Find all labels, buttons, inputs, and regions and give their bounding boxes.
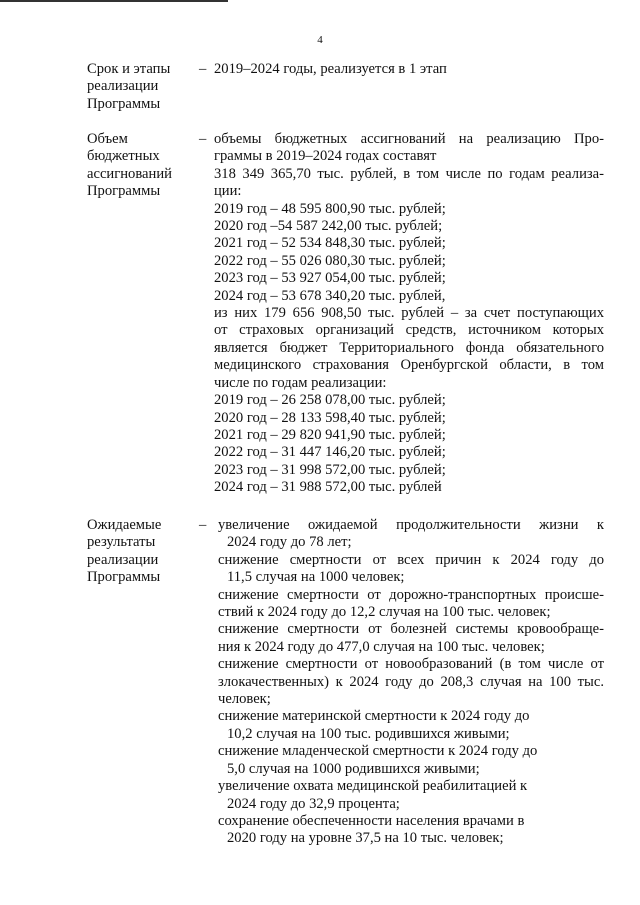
content-line: снижение смертности от болезней системы кровообраще- [218,621,604,638]
section-content [214,61,604,78]
content-line: 2024 году до 32,9 процента; [227,795,400,812]
content-line: 2019 год – 26 258 078,00 тыс. рублей; [214,392,446,409]
content-line: ния к 2024 году до 477,0 случая на 100 тыс. человек; [218,638,545,655]
content-line: 10,2 случая на 100 тыс. родившихся живыми; [227,725,510,742]
content-line: 2022 год – 55 026 080,30 тыс. рублей; [214,252,446,269]
content-line: 2024 год – 53 678 340,20 тыс. рублей, [214,287,446,304]
label-line: Программы [87,183,161,200]
page-number: 4 [317,34,323,46]
content-line: объемы бюджетных ассигнований на реализацию Про- [214,131,604,147]
content-line: 5,0 случая на 1000 родившихся живыми; [227,760,480,777]
scan-edge-line [0,0,228,2]
content-line: граммы в 2019–2024 годах составят [214,148,437,165]
content-line: злокачественных) к 2024 году до 208,3 случая на 100 тыс. [218,673,604,690]
content-line: 11,5 случая на 1000 человек; [227,569,405,586]
content-line: 2023 год – 53 927 054,00 тыс. рублей; [214,270,446,287]
label-line: результаты [87,534,156,551]
label-line: реализации [87,78,159,95]
label-line: Ожидаемые [87,517,162,533]
content-line: 2020 году на уровне 37,5 на 10 тыс. человек; [227,830,504,847]
section-label [87,131,195,201]
content-line: 2024 год – 31 988 572,00 тыс. рублей [214,479,442,496]
content-line: увеличение охвата медицинской реабилитацией к [218,778,528,795]
label-line: бюджетных [87,148,160,165]
content-line: ции: [214,183,242,200]
content-line: 2019 год – 48 595 800,90 тыс. рублей; [214,200,446,217]
content-line: снижение младенческой смертности к 2024 году до [218,743,538,760]
content-line: от страховых организаций средств, источником которых [214,322,604,339]
content-line: 318 349 365,70 тыс. рублей, в том числе по годам реализа- [214,165,604,182]
content-line: из них 179 656 908,50 тыс. рублей – за счет поступающих [214,305,604,322]
content-line: 2023 год – 31 998 572,00 тыс. рублей; [214,461,446,478]
content-line: сохранение обеспеченности населения врачами в [218,812,525,829]
content-line: 2021 год – 29 820 941,90 тыс. рублей; [214,426,446,443]
content-line: 2024 году до 78 лет; [227,534,352,551]
content-line: ствий к 2024 году до 12,2 случая на 100 тыс. человек; [218,604,551,621]
content-line: увеличение ожидаемой продолжительности жизни к [218,517,604,533]
label-line: Объем [87,131,128,147]
section-label [87,517,195,587]
dash-marker: – [199,61,207,77]
label-line: Срок и этапы [87,61,171,77]
label-line: Программы [87,95,161,112]
content-line: снижение материнской смертности к 2024 году до [218,708,530,725]
content-line: 2019–2024 годы, реализуется в 1 этап [214,61,447,77]
content-line: снижение смертности от всех причин к 2024 году до [218,551,604,568]
content-line: числе по годам реализации: [214,374,387,391]
label-line: Программы [87,569,161,586]
content-line: медицинского страхования Оренбургской области, в том [214,357,604,374]
content-line: является бюджет Территориального фонда обязательного [214,339,604,356]
content-line: 2020 год –54 587 242,00 тыс. рублей; [214,218,443,235]
content-line: 2021 год – 52 534 848,30 тыс. рублей; [214,235,446,252]
dash-marker: – [199,131,207,147]
content-line: 2022 год – 31 447 146,20 тыс. рублей; [214,444,446,461]
label-line: ассигнований [87,165,172,182]
dash-marker: – [199,517,207,533]
content-line: 2020 год – 28 133 598,40 тыс. рублей; [214,409,446,426]
section-content [214,131,604,497]
content-line: человек; [218,691,271,708]
content-line: снижение смертности от новообразований (в том числе от [218,656,604,673]
section-content [218,517,604,848]
label-line: реализации [87,551,159,568]
content-line: снижение смертности от дорожно-транспортных происше- [218,586,604,603]
section-label [87,61,195,113]
